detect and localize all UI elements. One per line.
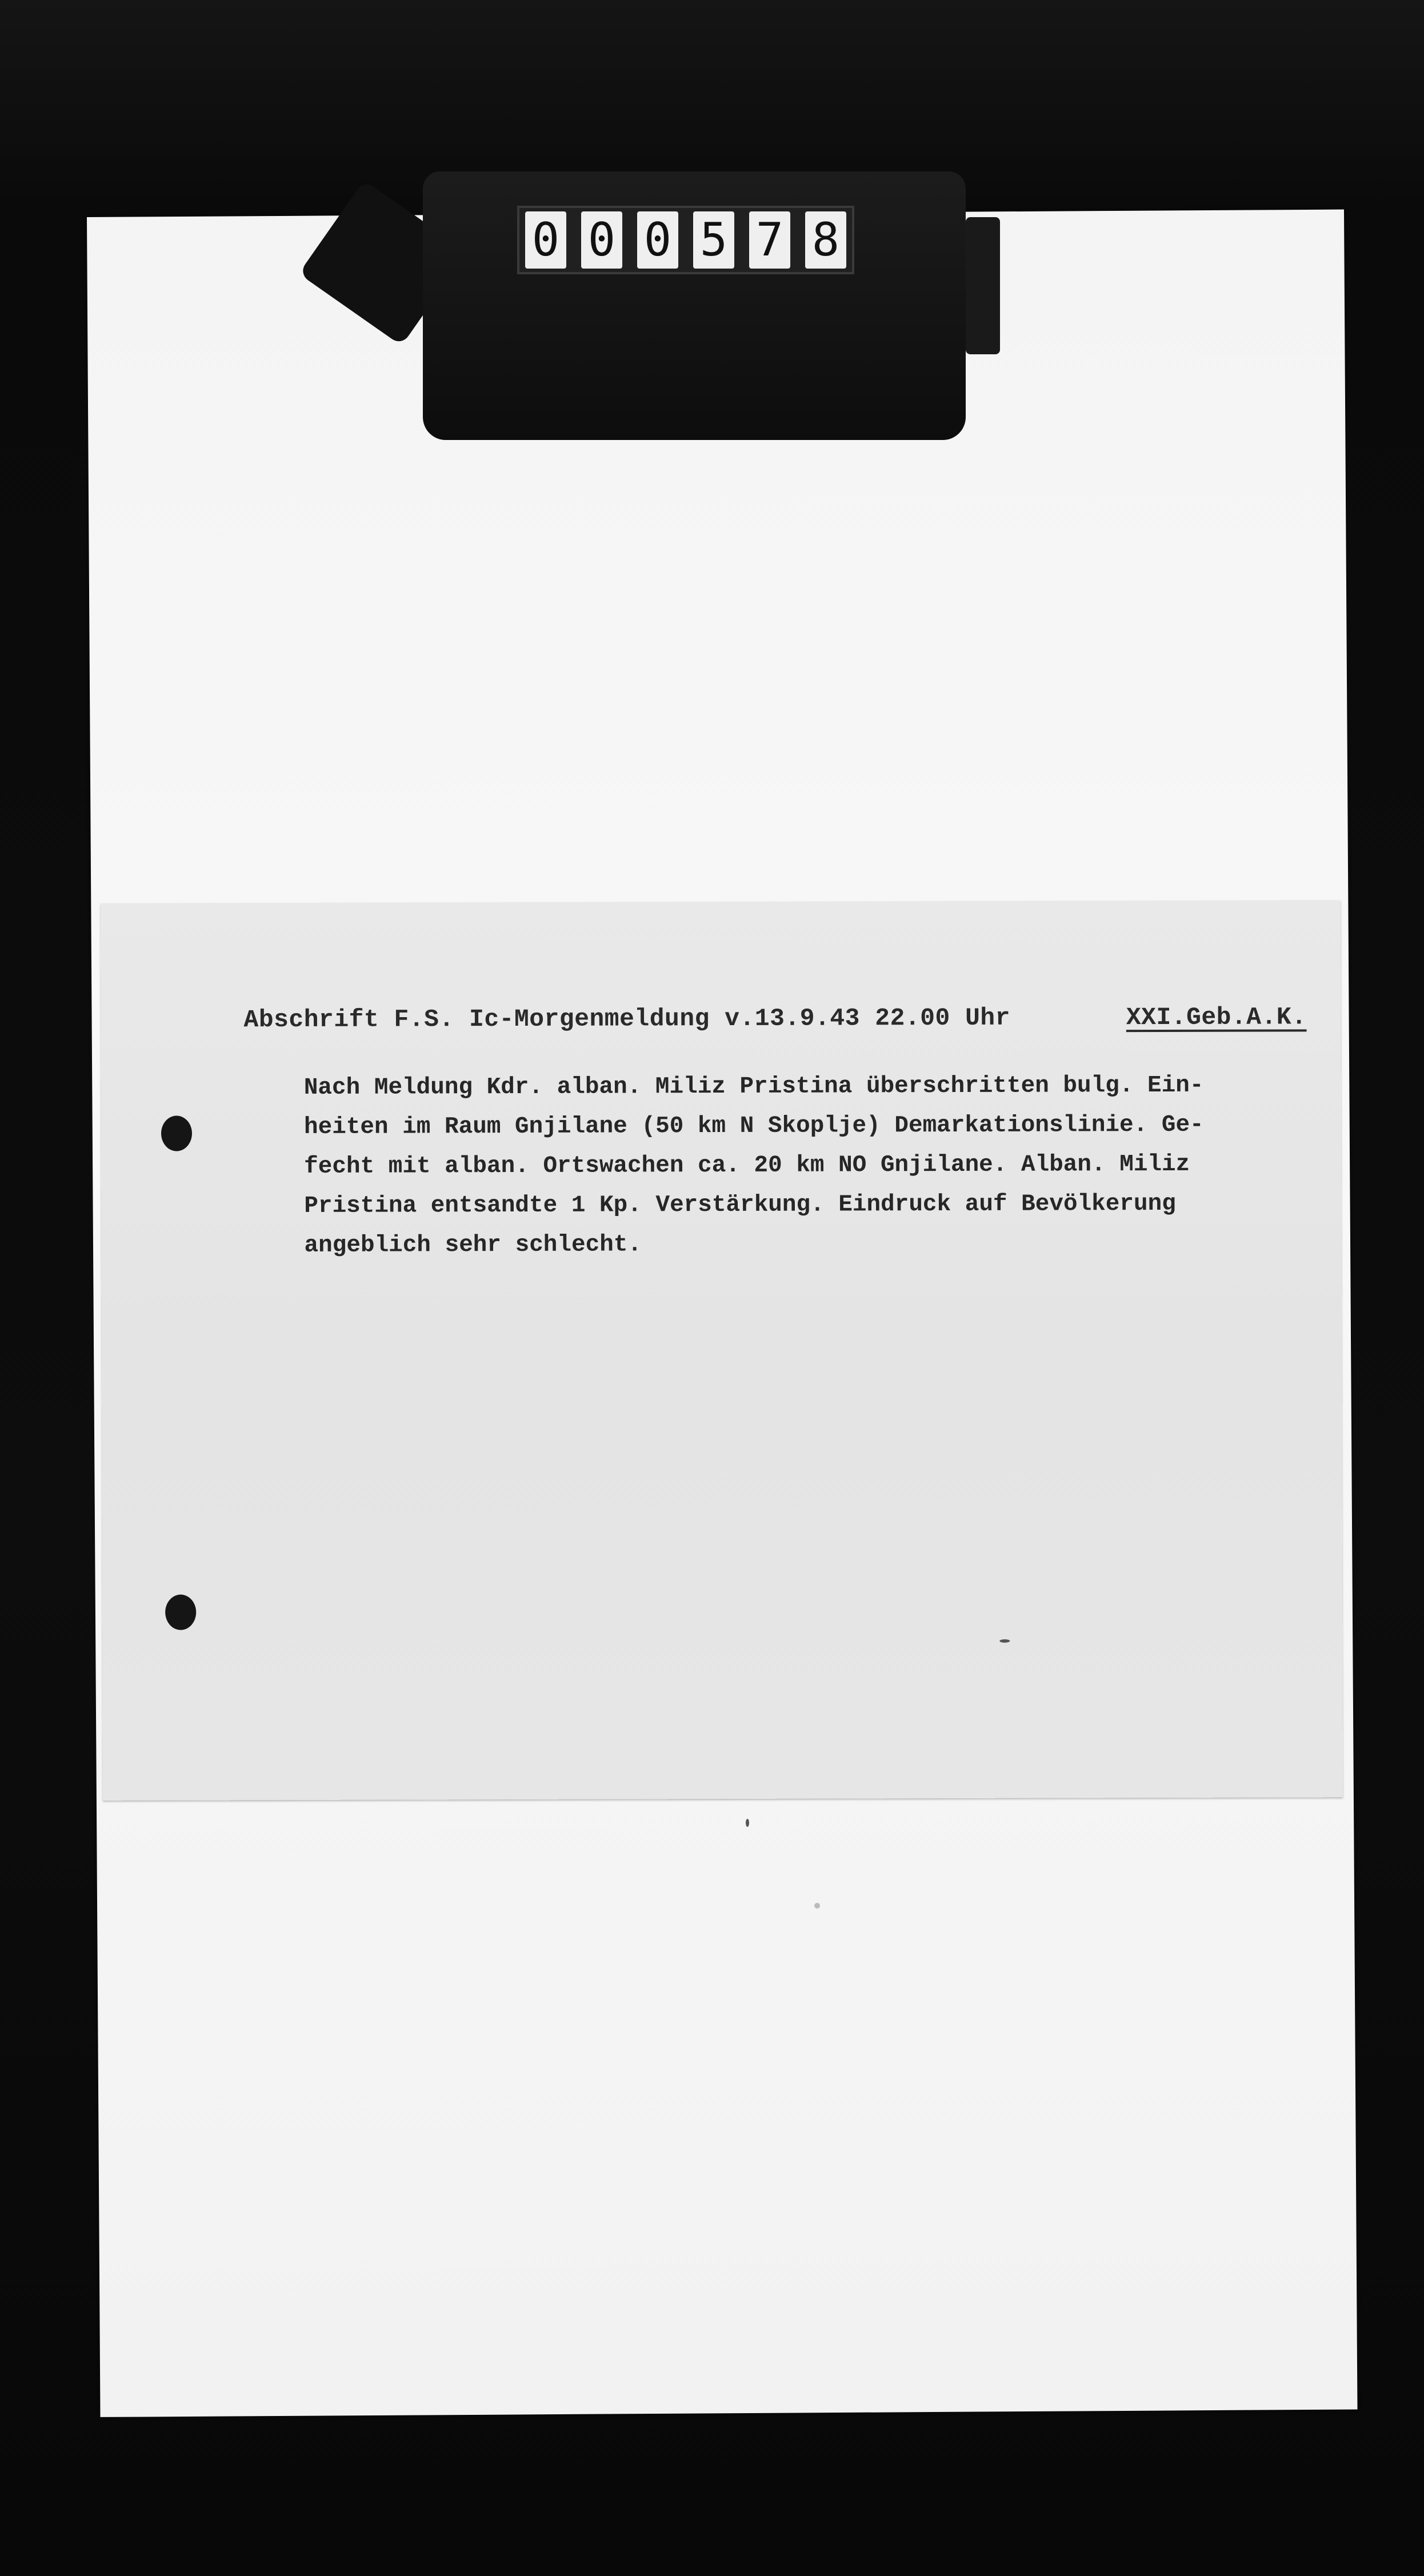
counter-digit: 0 [581,211,622,269]
punch-hole [165,1594,196,1630]
card-header [243,1003,1307,1034]
unit-designation: XXI.Geb.A.K. [1126,1003,1307,1032]
message-line: Nach Meldung Kdr. alban. Miliz Pristina überschritten bulg. Ein- [303,1072,1204,1101]
dust-speck [814,1903,820,1909]
frame-counter-display [517,206,854,274]
counter-digit: 7 [749,211,790,269]
message-line: heiten im Raum Gnjilane (50 km N Skoplje) Demarkationslinie. Ge- [303,1111,1204,1141]
message-line: angeblich sehr schlecht. [304,1231,642,1259]
punch-hole [161,1115,192,1151]
message-line: fecht mit alban. Ortswachen ca. 20 km NO Gnjilane. Alban. Miliz [304,1151,1190,1180]
counter-digit: 0 [525,211,566,269]
message-line: Pristina entsandte 1 Kp. Verstärkung. Eindruck auf Bevölkerung [304,1190,1176,1219]
counter-digit: 8 [805,211,846,269]
dust-speck [999,1639,1010,1643]
typed-index-card [101,900,1343,1801]
message-body [304,1066,1299,1266]
dust-speck [746,1819,749,1827]
message-reference: Abschrift F.S. Ic-Morgenmeldung v.13.9.43 22.00 Uhr [243,1003,1011,1034]
counter-digit: 0 [637,211,678,269]
counter-digit: 5 [693,211,734,269]
frame-counter-knob [966,217,1000,354]
